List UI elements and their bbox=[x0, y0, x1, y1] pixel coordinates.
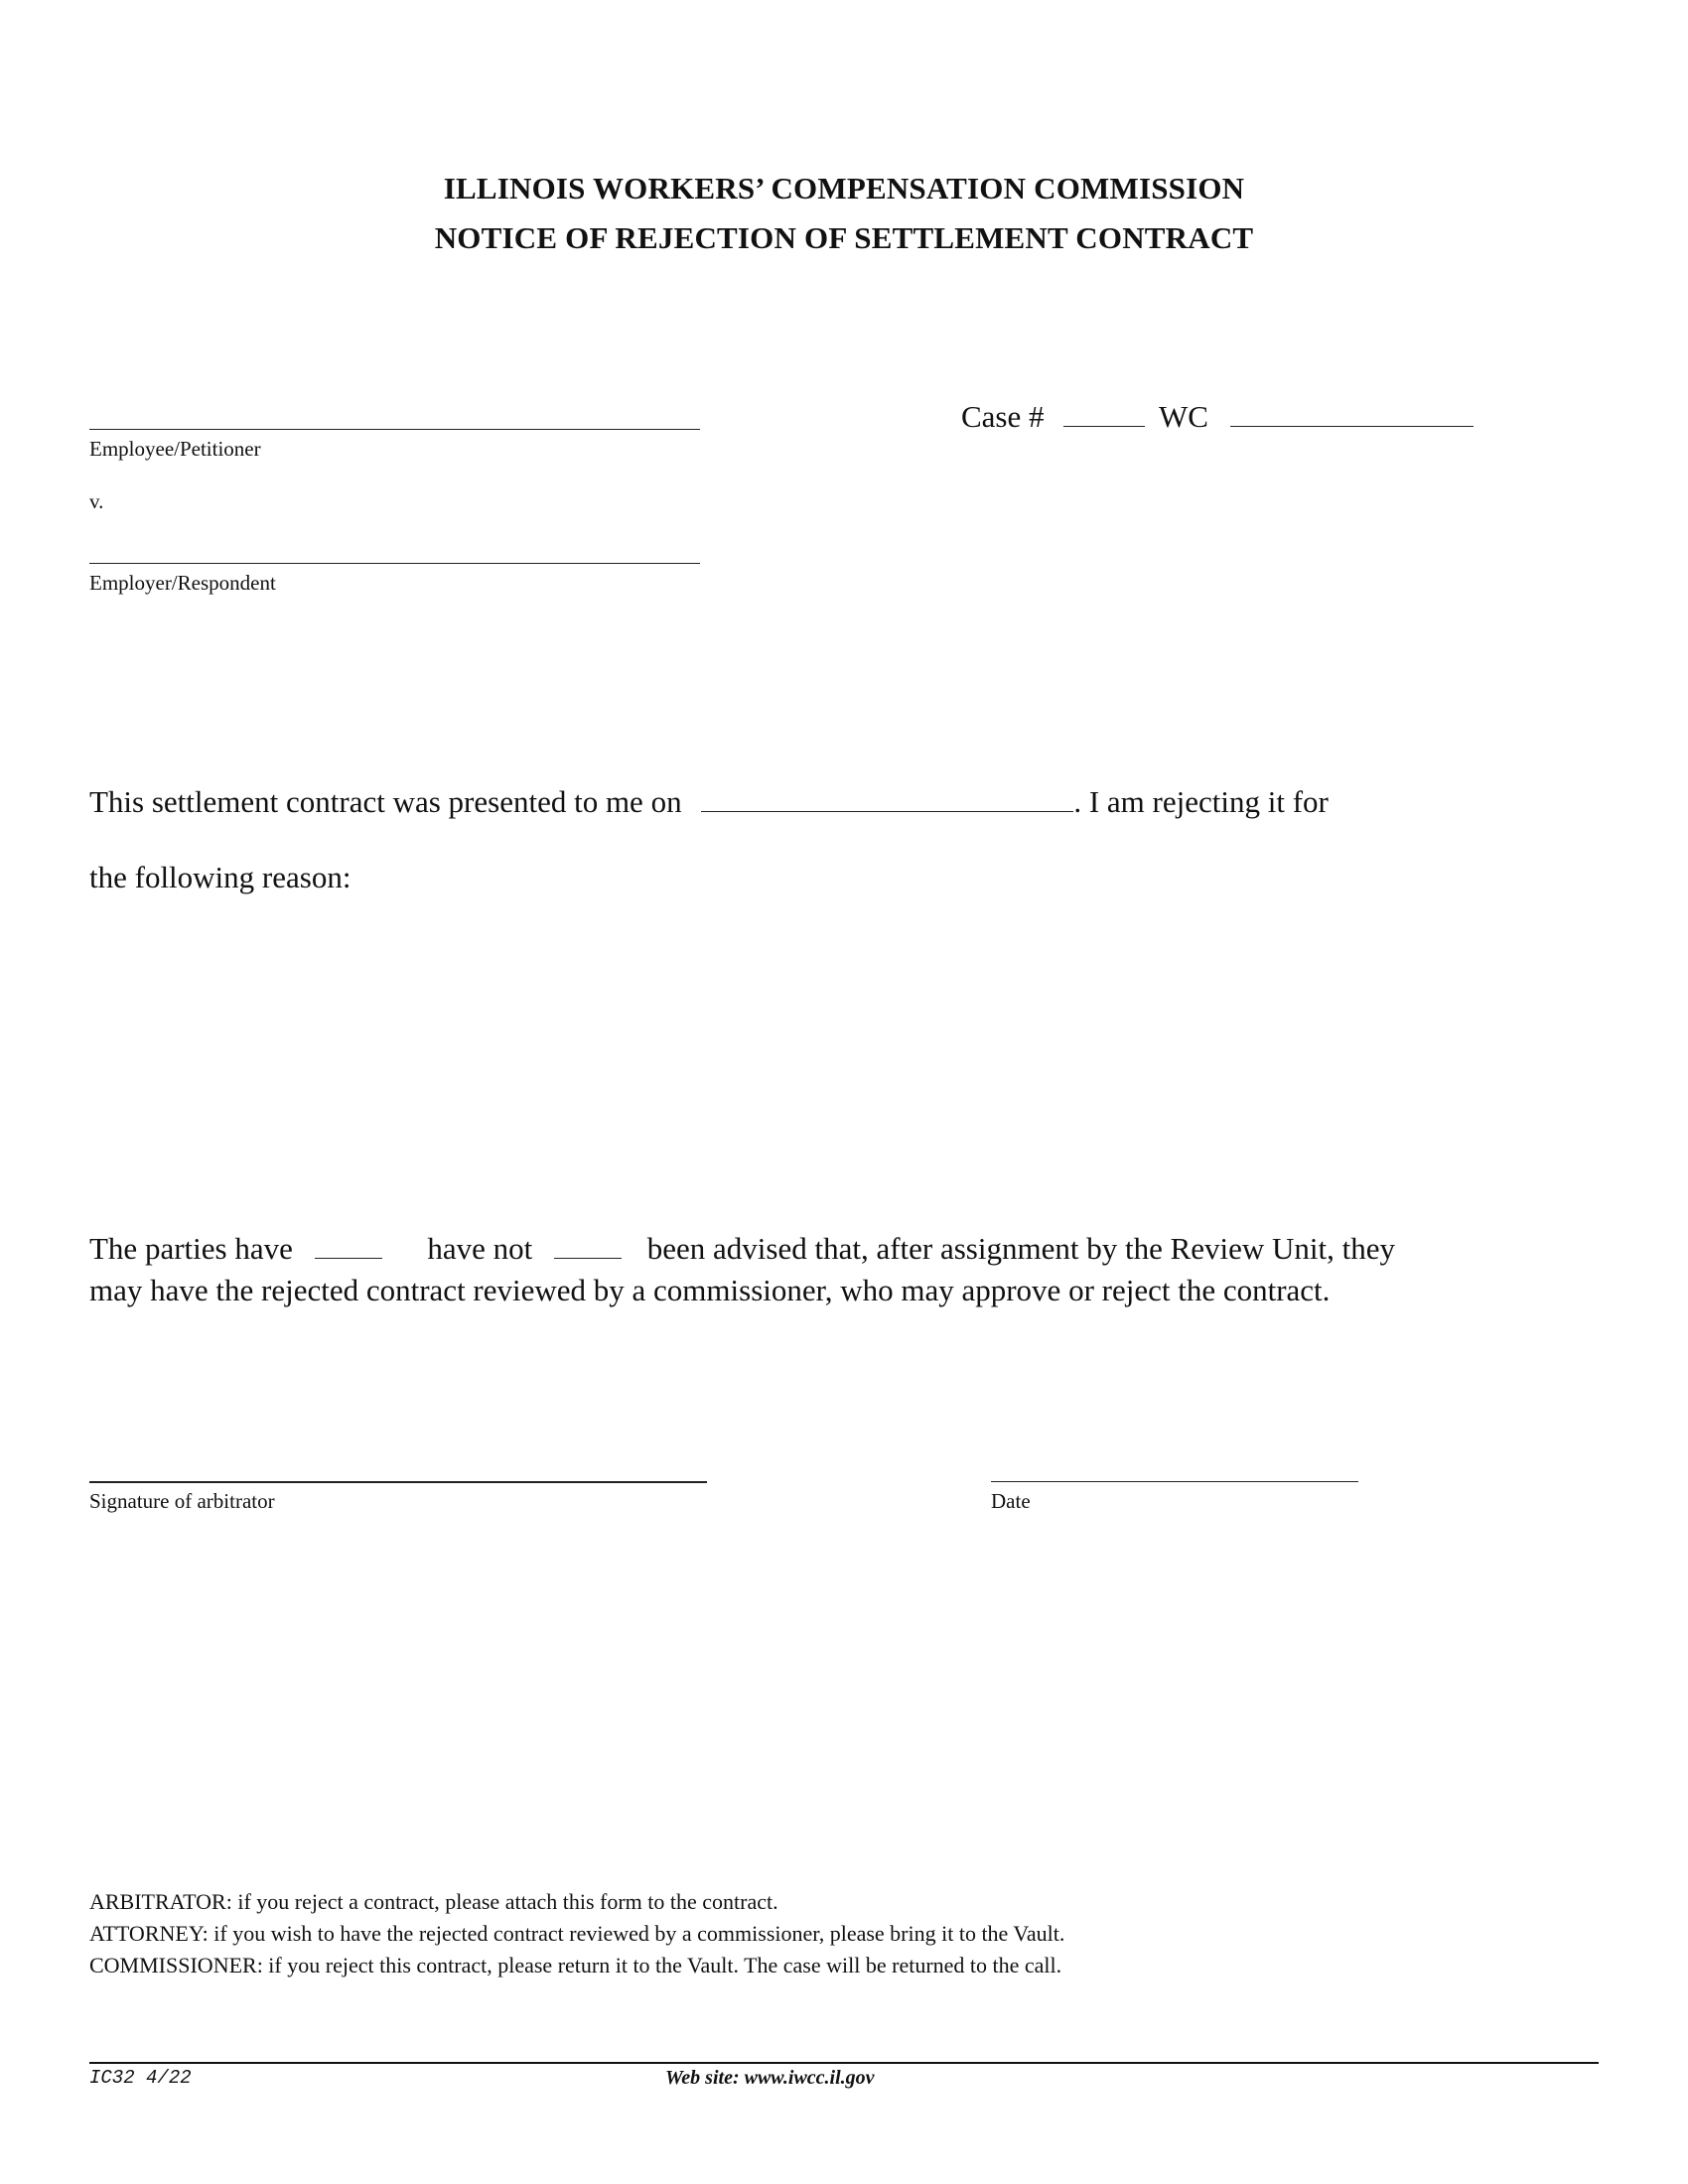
presented-date-blank[interactable] bbox=[701, 785, 1073, 812]
case-number-row bbox=[961, 399, 1474, 435]
case-label: Case # bbox=[961, 399, 1045, 434]
instruction-commissioner: COMMISSIONER: if you reject this contract, please return it to the Vault. The case will be returned to the call. bbox=[89, 1953, 1062, 1978]
employer-name-line[interactable] bbox=[89, 563, 700, 564]
have-blank[interactable] bbox=[315, 1232, 382, 1259]
instruction-attorney: ATTORNEY: if you wish to have the rejected contract reviewed by a commissioner, please bring it to the Vault. bbox=[89, 1921, 1065, 1946]
statement-line-1 bbox=[89, 784, 1329, 820]
advisement-text-have: The parties have bbox=[89, 1231, 293, 1266]
statement-line-2: the following reason: bbox=[89, 860, 352, 894]
advisement-line-2: may have the rejected contract reviewed by a commissioner, who may approve or reject the contract. bbox=[89, 1273, 1331, 1307]
have-not-blank[interactable] bbox=[554, 1232, 622, 1259]
employee-label: Employee/Petitioner bbox=[89, 437, 261, 461]
form-title-notice: NOTICE OF REJECTION OF SETTLEMENT CONTRACT bbox=[434, 220, 1254, 255]
statement-text-2: . I am rejecting it for bbox=[1073, 784, 1329, 819]
employee-name-line[interactable] bbox=[89, 429, 700, 430]
versus-label: v. bbox=[89, 489, 104, 513]
statement-text-1: This settlement contract was presented to me on bbox=[89, 784, 682, 819]
advisement-text-have-not: have not bbox=[427, 1231, 533, 1266]
wc-number-blank[interactable] bbox=[1230, 400, 1474, 427]
arbitrator-signature-line[interactable] bbox=[89, 1481, 707, 1483]
wc-label: WC bbox=[1159, 399, 1208, 434]
instructions-block bbox=[89, 1886, 1064, 1981]
advisement-text-rest: been advised that, after assignment by the Review Unit, they bbox=[646, 1231, 1396, 1266]
footer-rule bbox=[89, 2062, 1599, 2064]
date-label: Date bbox=[991, 1489, 1031, 1513]
form-title-commission: ILLINOIS WORKERS’ COMPENSATION COMMISSION bbox=[443, 171, 1245, 205]
website-text: Web site: www.iwcc.il.gov bbox=[665, 2067, 875, 2089]
advisement-line-1 bbox=[89, 1231, 1395, 1267]
arbitrator-signature-label: Signature of arbitrator bbox=[89, 1489, 275, 1513]
instruction-arbitrator: ARBITRATOR: if you reject a contract, please attach this form to the contract. bbox=[89, 1889, 778, 1914]
case-number-blank[interactable] bbox=[1063, 400, 1145, 427]
form-id: IC32 4/22 bbox=[89, 2067, 192, 2089]
date-line[interactable] bbox=[991, 1481, 1358, 1482]
employer-label: Employer/Respondent bbox=[89, 571, 276, 595]
